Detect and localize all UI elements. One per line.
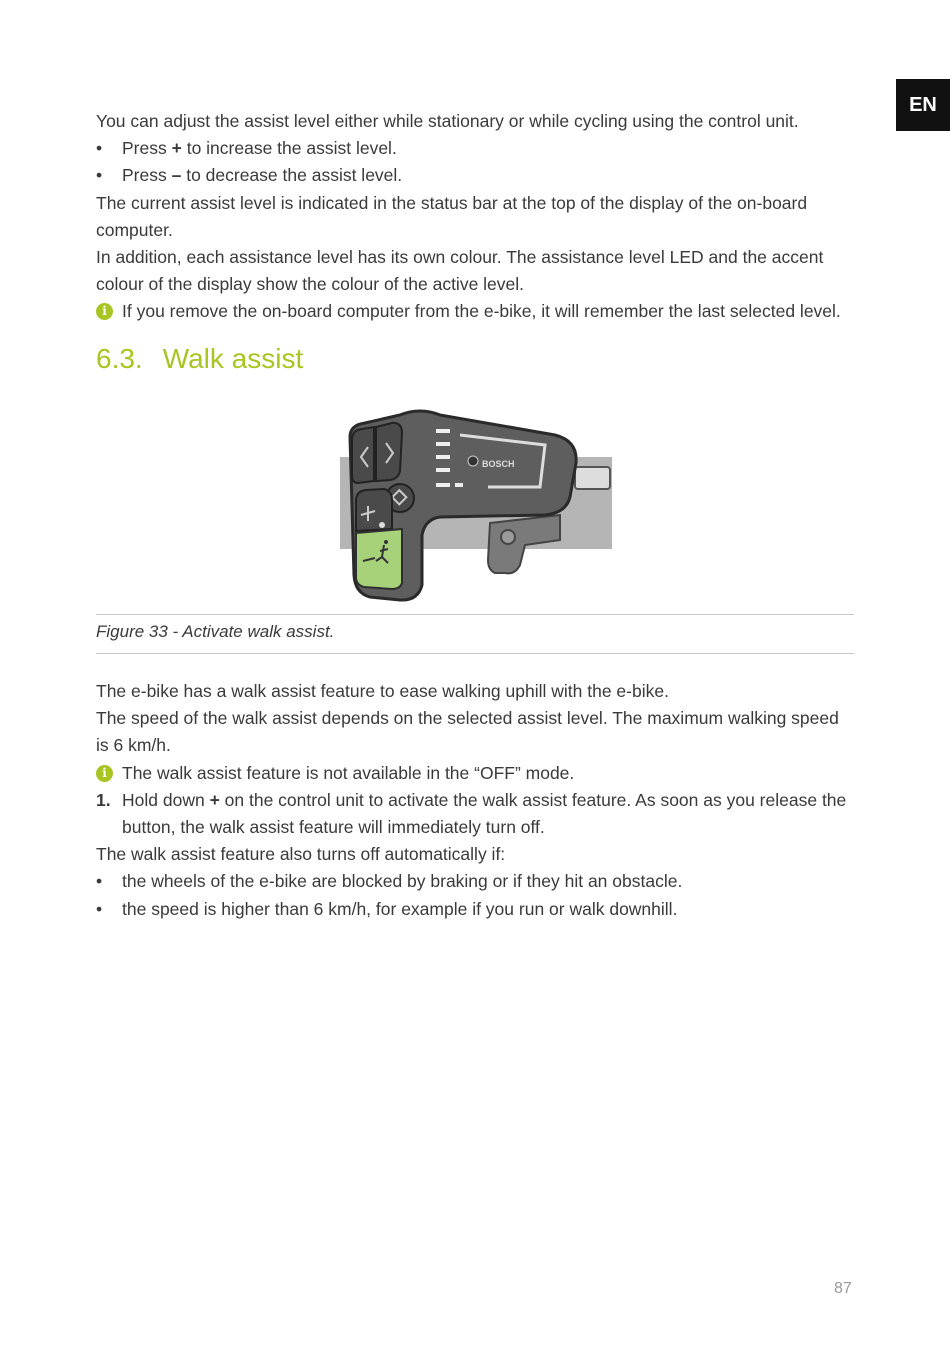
info-circle-icon: i [96, 303, 113, 320]
right-button [376, 423, 402, 481]
step-number: 1. [96, 789, 111, 810]
step-item [96, 787, 856, 841]
info-note [96, 298, 856, 325]
brand-label: BOSCH [482, 459, 515, 469]
language-tab: EN [896, 79, 950, 131]
bullet-dot: • [96, 898, 103, 919]
bullet-dot: • [96, 138, 103, 159]
info-text: The walk assist feature is not available in the “OFF” mode. [122, 762, 575, 783]
auto-off-paragraph: The walk assist feature also turns off automatically if: [96, 844, 506, 865]
bullet-text-pre: Press [122, 165, 172, 186]
bullet-dot: • [96, 871, 103, 892]
bullet-text: the speed is higher than 6 km/h, for example if you run or walk downhill. [122, 898, 678, 919]
info-circle-icon: i [96, 765, 113, 782]
step-text-post: on the control unit to activate the walk assist feature. As soon as you release the button, the walk assist feature will immediately turn off. [122, 789, 847, 838]
list-item [96, 896, 856, 923]
plus-button [356, 489, 392, 531]
bullet-dot: • [96, 165, 103, 186]
plus-icon: + [171, 138, 182, 159]
bullet-text-post: to decrease the assist level. [181, 165, 403, 186]
cable-connector [575, 467, 610, 489]
intro-paragraph: You can adjust the assist level either while stationary or while cycling using the control unit. [96, 111, 799, 131]
list-item [96, 162, 856, 189]
info-text: If you remove the on-board computer from the e-bike, it will remember the last selected level. [122, 301, 841, 322]
colour-paragraph: In addition, each assistance level has its own colour. The assistance level LED and the accent colour of the display show the colour of the active level. [96, 247, 824, 295]
bosch-logo-icon [468, 456, 478, 466]
light-icon [379, 522, 385, 528]
intro-section [96, 108, 856, 326]
speed-paragraph: The speed of the walk assist depends on the selected assist level. The maximum walking speed is 6 km/h. [96, 708, 839, 756]
bullet-text: the wheels of the e-bike are blocked by braking or if they hit an obstacle. [122, 871, 683, 892]
status-paragraph: The current assist level is indicated in the status bar at the top of the display of the on-board computer. [96, 192, 808, 240]
walk-icon-head [384, 540, 388, 544]
list-item [96, 135, 856, 162]
info-note [96, 760, 856, 787]
control-unit-figure [330, 405, 620, 610]
led-4 [436, 468, 450, 472]
walk-assist-section [96, 678, 856, 923]
step-text-pre: Hold down [122, 789, 210, 810]
walk-assist-paragraph: The e-bike has a walk assist feature to ease walking uphill with the e-bike. [96, 681, 669, 701]
plus-icon: + [209, 789, 220, 810]
mount-screw [501, 530, 515, 544]
section-title: Walk assist [162, 343, 304, 374]
bullet-text-post: to increase the assist level. [181, 138, 397, 159]
led-3 [436, 455, 450, 459]
minus-icon: – [171, 165, 182, 186]
caption-bottom-rule [96, 653, 854, 654]
figure-caption: Figure 33 - Activate walk assist. [96, 622, 335, 641]
page-number: 87 [834, 1280, 852, 1297]
led-2 [436, 442, 450, 446]
list-item [96, 868, 856, 895]
section-number: 6.3. [96, 343, 143, 374]
control-unit-illustration [330, 405, 620, 610]
led-1 [436, 429, 450, 433]
led-5 [436, 483, 450, 487]
caption-top-rule [96, 614, 854, 615]
section-heading [96, 343, 303, 375]
led-6 [455, 483, 463, 487]
bullet-text-pre: Press [122, 138, 172, 159]
